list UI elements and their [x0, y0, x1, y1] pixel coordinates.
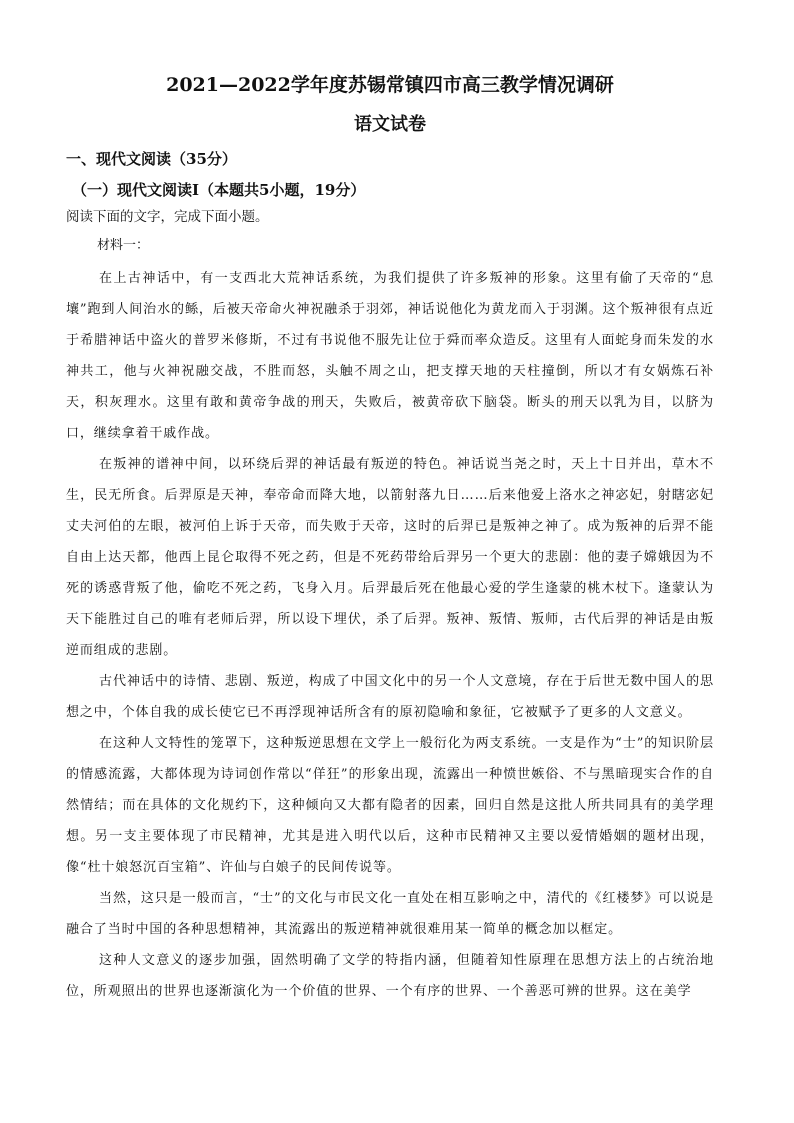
paragraph-4: 在这种人文特性的笼罩下，这种叛逆思想在文学上一般衍化为两支系统。一支是作为“士”的知识阶层的情感流露，大都体现为诗词创作常以“佯狂”的形象出现，流露出一种愤世嫉俗、不与黑暗现实合作的自然情结；而在具体的文化规约下，这种倾向又大都有隐者的因素，回归自然是这批人所共同具有的美学理想。另一支主要体现了市民精神，尤其是进入明代以后，这种市民精神又主要以爱情婚姻的题材出现，像“杜十娘怒沉百宝箱”、许仙与白娘子的民间传说等。 [66, 736, 714, 875]
exam-subtitle: 语文试卷 [354, 114, 426, 135]
paragraph-2: 在叛神的谱神中间，以环绕后羿的神话最有叛逆的特色。神话说当尧之时，天上十日并出，草木不生，民无所食。后羿原是天神，奉帝命而降大地，以箭射落九日……后来他爱上洛水之神宓妃，射瞎宓妃丈夫河伯的左眼，被河伯上诉于天帝，而失败于天帝，这时的后羿已是叛神之神了。成为叛神的后羿不能自由上达天都，他西上昆仑取得不死之药，但是不死药带给后羿另一个更大的悲剧：他的妻子嫦娥因为不死的诱惑背叛了他，偷吃不死之药，飞身入月。后羿最后死在他最心爱的学生逢蒙的桃木杖下。逢蒙认为天下能胜过自己的唯有老师后羿，所以设下埋伏，杀了后羿。叛神、叛情、叛师，古代后羿的神话是由叛逆而组成的悲剧。 [66, 457, 714, 658]
sub-section-heading: （一）现代文阅读I（本题共5小题，19分） [72, 181, 366, 199]
reading-instruction: 阅读下面的文字，完成下面小题。 [66, 209, 269, 225]
paragraph-3: 古代神话中的诗情、悲剧、叛逆，构成了中国文化中的另一个人文意境，存在于后世无数中国人的思想之中，个体自我的成长使它已不再浮现神话所含有的原初隐喻和象征，它被赋予了更多的人文意义。 [66, 674, 714, 720]
paragraph-1: 在上古神话中，有一支西北大荒神话系统，为我们提供了许多叛神的形象。这里有偷了天帝的“息壤”跑到人间治水的鲧，后被天帝命火神祝融杀于羽郊，神话说他化为黄龙而入于羽渊。这个叛神很有点近于希腊神话中盗火的普罗米修斯，不过有书说他不服先让位于舜而率众造反。这里有人面蛇身而朱发的水神共工，他与火神祝融交战，不胜而怒，头触不周之山，把支撑天地的天柱撞倒，所以才有女娲炼石补天，积灰理水。这里有敢和黄帝争战的刑天，失败后，被黄帝砍下脑袋。断头的刑天以乳为目，以脐为口，继续拿着干戚作战。 [66, 271, 714, 441]
section-heading: 一、现代文阅读（35分） [66, 150, 237, 168]
exam-title: 2021—2022学年度苏锡常镇四市高三教学情况调研 [166, 74, 614, 96]
paragraph-6: 这种人文意义的逐步加强，固然明确了文学的特指内涵，但随着知性原理在思想方法上的占统治地位，所观照出的世界也逐渐演化为一个价值的世界、一个有序的世界、一个善恶可辨的世界。这在美学 [66, 953, 714, 999]
material-label: 材料一： [97, 238, 150, 253]
paragraph-5: 当然，这只是一般而言，“士”的文化与市民文化一直处在相互影响之中，清代的《红楼梦》可以说是融合了当时中国的各种思想精神，其流露出的叛逆精神就很难用某一简单的概念加以框定。 [66, 891, 714, 937]
